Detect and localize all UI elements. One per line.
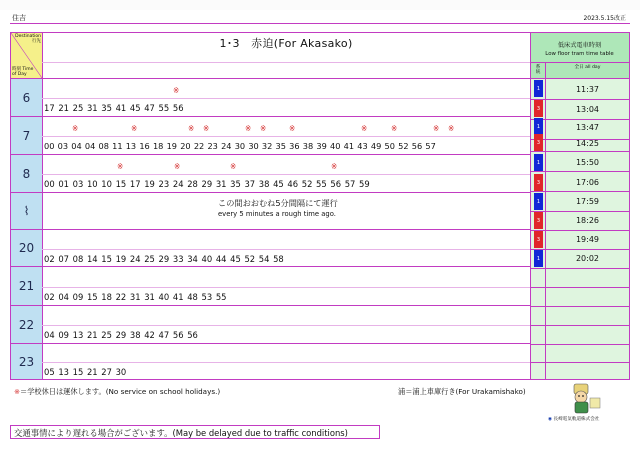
row-border	[11, 305, 530, 306]
school-mark: ※	[72, 124, 79, 133]
departure-times: 17 21 25 31 35 41 45 47 55 56	[44, 103, 184, 113]
low-floor-time: 18:26	[575, 215, 600, 225]
hour-cell: 21	[11, 267, 43, 305]
low-floor-time: 13:47	[575, 122, 600, 132]
top-strip	[0, 0, 640, 10]
row-border	[11, 266, 530, 267]
mascot-illustration	[566, 382, 606, 416]
line-badge: 3	[534, 174, 543, 191]
school-mark: ※	[448, 124, 455, 133]
panel-row-border	[530, 362, 629, 363]
school-mark: ※	[230, 162, 237, 171]
school-mark: ※	[433, 124, 440, 133]
panel-row-border	[530, 325, 629, 326]
line-badge: 1	[534, 250, 543, 267]
line-badge: 3	[534, 100, 543, 117]
hour-cell: ⌇	[11, 193, 43, 229]
departure-times: 00 03 04 04 08 11 13 16 18 19 20 22 23 24 30 30 32 35 36 38 39 40 41 43 49 50 52 56 57	[44, 141, 436, 151]
departure-times: 02 07 08 14 15 19 24 25 29 33 34 40 44 45 52 54 58	[44, 254, 284, 264]
title-divider	[42, 62, 530, 63]
hour-cell: 6	[11, 79, 43, 116]
urakami-note: 浦＝浦上車庫行き(For Urakamishako)	[398, 387, 526, 396]
row-subline	[42, 98, 530, 99]
school-mark: ※	[188, 124, 195, 133]
row-border	[11, 154, 530, 155]
school-mark: ※	[331, 162, 338, 171]
panel-row-border	[530, 344, 629, 345]
hour-cell: 22	[11, 306, 43, 343]
row-border	[11, 192, 530, 193]
line-badge: 1	[534, 193, 543, 210]
company-logo-icon: ◉	[548, 417, 554, 422]
company-name: ◉ 長崎電気軌道株式会社	[548, 417, 600, 422]
line-badge: 3	[534, 134, 543, 151]
row-subline	[42, 325, 530, 326]
low-floor-time: 19:49	[575, 234, 600, 244]
low-floor-title-ja: 低床式電車時刻	[557, 42, 602, 49]
line-badge: 1	[534, 154, 543, 171]
departure-times: 05 13 15 21 27 30	[44, 367, 127, 377]
low-floor-time: 17:59	[575, 196, 600, 206]
header-divider	[10, 23, 630, 24]
departure-times: 02 04 09 15 18 22 31 31 40 41 48 53 55	[44, 292, 227, 302]
panel-row-border	[530, 268, 629, 269]
panel-row-border	[530, 306, 629, 307]
low-floor-title-en: Low floor tram time table	[545, 51, 614, 57]
low-floor-time: 13:04	[575, 104, 600, 114]
interval-note-en: every 5 minutes a rough time ago.	[218, 210, 336, 218]
row-border	[11, 343, 530, 344]
hour-cell: 23	[11, 344, 43, 379]
panel-row-border	[530, 287, 629, 288]
school-holiday-note: ※＝学校休日は運休します。(No service on school holidays.)	[14, 387, 221, 396]
school-mark: ※	[131, 124, 138, 133]
line-badge: 1	[534, 118, 543, 135]
school-mark: ※	[245, 124, 252, 133]
departure-times: 00 01 03 10 10 15 17 19 23 24 28 29 31 35 37 38 45 46 52 55 56 57 59	[44, 179, 370, 189]
revision-date: 2023.5.15改正	[583, 15, 626, 22]
low-floor-header	[530, 33, 629, 63]
row-border	[11, 116, 530, 117]
school-mark: ※	[174, 162, 181, 171]
hour-cell: 20	[11, 230, 43, 266]
line-badge: 3	[534, 231, 543, 248]
corner-cell	[11, 33, 43, 78]
line-badge: 1	[534, 80, 543, 97]
school-mark: ※	[117, 162, 124, 171]
low-floor-time: 15:50	[575, 157, 600, 167]
school-mark: ※	[361, 124, 368, 133]
stop-name: 住吉	[12, 14, 26, 22]
row-subline	[42, 249, 530, 250]
low-floor-time: 17:06	[575, 177, 600, 187]
school-mark: ※	[289, 124, 296, 133]
col-day-header: 全日 all day	[546, 63, 629, 78]
row-subline	[42, 362, 530, 363]
route-title: 1･3 赤迫(For Akasako)	[219, 37, 353, 50]
row-subline	[42, 174, 530, 175]
hour-label: 時刻 Time of Day	[12, 67, 34, 77]
school-mark: ※	[391, 124, 398, 133]
low-floor-time: 14:25	[575, 138, 600, 148]
school-mark: ※	[203, 124, 210, 133]
row-subline	[42, 136, 530, 137]
school-mark: ※	[260, 124, 267, 133]
delay-note: 交通事情により遅れる場合がございます。(May be delayed due to traffic conditions)	[14, 428, 348, 438]
hour-cell: 8	[11, 155, 43, 192]
destination-label: Destination 行先	[15, 34, 41, 44]
panel-border	[530, 33, 531, 380]
low-floor-time: 11:37	[575, 84, 600, 94]
row-subline	[42, 287, 530, 288]
interval-note-ja: この間おおむね5分間隔にて運行	[218, 198, 338, 208]
low-floor-time: 20:02	[575, 253, 600, 263]
row-border	[11, 78, 530, 79]
row-border	[11, 229, 530, 230]
col-line-header: 系統	[531, 63, 545, 78]
hour-cell: 7	[11, 117, 43, 154]
school-mark: ※	[173, 86, 180, 95]
departure-times: 04 09 13 21 25 29 38 42 47 56 56	[44, 330, 198, 340]
line-badge: 3	[534, 212, 543, 229]
